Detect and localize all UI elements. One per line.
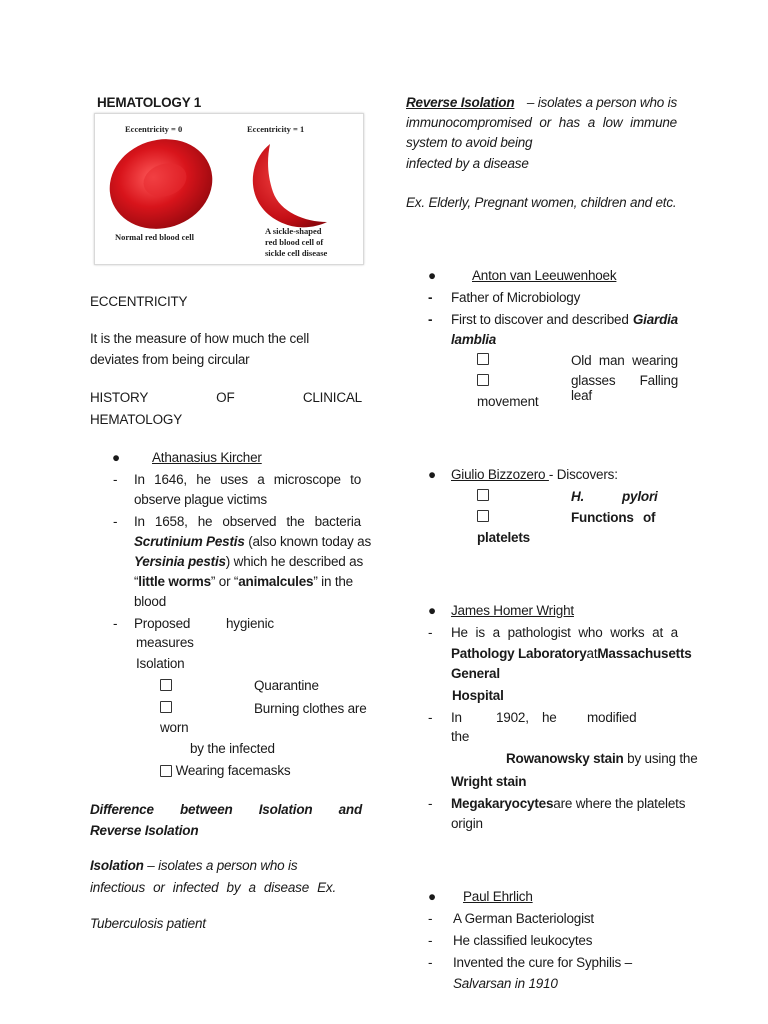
kircher-bullet: ● <box>112 450 121 465</box>
ehrlich-item2: He classified leukocytes <box>453 933 593 948</box>
figure-caption-normal: Normal red blood cell <box>115 232 194 242</box>
dash-5: - <box>428 312 433 327</box>
massachusetts: Massachusetts <box>597 646 692 661</box>
bizzozero-rest: - Discovers: <box>548 467 618 482</box>
checkbox-icon <box>477 508 489 523</box>
ehrlich-item3-line2: Salvarsan in 1910 <box>453 976 558 991</box>
kircher-sub2-line3: by the infected <box>190 741 275 756</box>
dash-2: - <box>113 514 118 529</box>
reverse-isolation-line3: system to avoid being <box>406 135 533 150</box>
isolation-definition-line2: infectious or infected by a disease Ex. <box>90 880 336 895</box>
wright-item1-line1: He is a pathologist who works at a <box>451 625 678 640</box>
history-heading-line2: HEMATOLOGY <box>90 412 183 427</box>
lamblia: lamblia <box>451 332 497 347</box>
kircher-item2-line1: In 1658, he observed the bacteria <box>134 514 361 529</box>
ehrlich-name: Paul Ehrlich <box>463 889 533 904</box>
kircher-item2-line5: blood <box>134 594 167 609</box>
reverse-isolation-line2: immunocompromised or has a low immune <box>406 115 677 130</box>
kircher-sub2-line2: worn <box>160 720 189 735</box>
figure-caption-sickle-2: red blood cell of <box>265 237 324 247</box>
wright-item3-line1 <box>451 796 686 811</box>
reverse-isolation-term: Reverse Isolation <box>406 95 515 110</box>
kircher-sub3 <box>160 763 290 778</box>
dash-4: - <box>428 290 433 305</box>
leeuwenhoek-sub2: glasses Falling leaf <box>571 373 678 403</box>
leeuwenhoek-name: Anton van Leeuwenhoek <box>472 268 617 283</box>
wright-item2-d: modified <box>587 710 637 725</box>
figure-caption-sickle-3: sickle cell disease <box>265 248 328 258</box>
leeuwenhoek-item2 <box>451 312 678 327</box>
eccentricity-heading: ECCENTRICITY <box>90 294 188 309</box>
wright-item2-b: 1902, <box>496 710 529 725</box>
bizzozero-name: Giulio Bizzozero <box>451 467 549 482</box>
wright-stain: Wright stain <box>451 774 527 789</box>
figure-label-eccentricity-1: Eccentricity = 1 <box>247 124 305 134</box>
dash-7: - <box>428 710 433 725</box>
dash-9: - <box>428 911 433 926</box>
animalcules: animalcules <box>238 574 314 589</box>
scrutinium-pestis: Scrutinium Pestis <box>134 534 245 549</box>
bizzozero-bullet: ● <box>428 467 437 482</box>
leeuwenhoek-item2-text: First to discover and described <box>451 312 629 327</box>
bizzozero-sub1-b: pylori <box>622 489 658 504</box>
figure-caption-sickle-1: A sickle-shaped <box>265 226 322 236</box>
leeuwenhoek-sub1: Old man wearing <box>571 353 678 368</box>
by-using-the: by using the <box>623 751 698 766</box>
kircher-item3-a: Proposed <box>134 616 191 631</box>
wright-hospital: Hospital <box>452 688 504 703</box>
dash-10: - <box>428 933 433 948</box>
reverse-isolation-line4: infected by a disease <box>406 156 529 171</box>
wright-item1-line2 <box>451 646 692 661</box>
checkbox-icon <box>477 487 489 502</box>
document-title: HEMATOLOGY 1 <box>97 95 202 110</box>
wright-item2-a: In <box>451 710 462 725</box>
reverse-isolation-rest: – isolates a person who is <box>526 95 677 110</box>
wright-general: General <box>451 666 500 681</box>
kircher-item1-line1: In 1646, he uses a microscope to <box>134 472 361 487</box>
ehrlich-item1: A German Bacteriologist <box>453 911 594 926</box>
history-heading <box>90 390 362 405</box>
figure-label-eccentricity-0: Eccentricity = 0 <box>125 124 183 134</box>
dash-8: - <box>428 796 433 811</box>
quote-open: “ <box>134 574 139 589</box>
dash-6: - <box>428 625 433 640</box>
wright-item2-c: he <box>542 710 557 725</box>
reverse-isolation-example: Ex. Elderly, Pregnant women, children and etc. <box>406 195 677 210</box>
yersinia-pestis: Yersinia pestis <box>134 554 226 569</box>
checkbox-icon <box>160 677 172 692</box>
bizzozero-sub2-b: of <box>643 510 656 525</box>
normal-rbc-shape <box>98 126 224 242</box>
kircher-item3-line3: Isolation <box>136 656 185 671</box>
difference-heading-line2: Reverse Isolation <box>90 823 199 838</box>
isolation-rest: – isolates a person who is <box>143 858 298 873</box>
wright-bullet: ● <box>428 603 437 618</box>
leeuwenhoek-item1: Father of Microbiology <box>451 290 581 305</box>
sickle-rbc-shape <box>253 144 327 227</box>
isolation-definition-line1 <box>90 858 297 873</box>
little-worms: little worms <box>138 574 211 589</box>
at-text: at <box>586 646 598 661</box>
checkbox-icon <box>160 699 172 714</box>
checkbox-icon <box>477 372 489 387</box>
wright-item2-line3 <box>506 751 698 766</box>
rbc-comparison-figure <box>94 113 364 265</box>
megakaryocytes-rest: are where the platelets <box>553 796 686 811</box>
isolation-definition-line3: Tuberculosis patient <box>90 916 206 931</box>
kircher-item2-line2 <box>134 534 372 549</box>
bizzozero-line <box>451 467 618 482</box>
wright-item2-the: the <box>451 729 470 744</box>
bizzozero-sub1-a: H. <box>571 489 585 504</box>
dash-11: - <box>428 955 433 970</box>
in-the-text: ” in the <box>313 574 353 589</box>
kircher-item2-line2-rest: (also known today as <box>244 534 372 549</box>
leeuwenhoek-bullet: ● <box>428 268 437 283</box>
kircher-sub3-text: Wearing facemasks <box>175 763 291 778</box>
checkbox-icon <box>477 351 489 366</box>
difference-heading-line1: Difference between Isolation and <box>90 802 362 817</box>
checkbox-icon <box>160 765 172 777</box>
giardia: Giardia <box>632 312 678 327</box>
kircher-item2-line3-rest: ) which he described as <box>225 554 364 569</box>
kircher-item1-line2: observe plague victims <box>134 492 267 507</box>
kircher-name: Athanasius Kircher <box>152 450 262 465</box>
wright-item3-line2: origin <box>451 816 483 831</box>
ehrlich-item3: Invented the cure for Syphilis – <box>453 955 632 970</box>
wright-name: James Homer Wright <box>451 603 574 618</box>
eccentricity-definition-2: deviates from being circular <box>90 352 250 367</box>
leeuwenhoek-sub-line3: movement <box>477 394 539 409</box>
reverse-isolation-line1 <box>406 95 677 110</box>
history-heading-line1: HISTORY OF CLINICAL <box>90 390 362 405</box>
ehrlich-bullet: ● <box>428 889 437 904</box>
isolation-term: Isolation <box>90 858 144 873</box>
rowanowsky-stain: Rowanowsky stain <box>506 751 624 766</box>
bizzozero-sub2-line2: platelets <box>477 530 530 545</box>
kircher-sub1: Quarantine <box>254 678 319 693</box>
dash-1: - <box>113 472 118 487</box>
eccentricity-definition-1: It is the measure of how much the cell <box>90 331 310 346</box>
kircher-item2-line4 <box>134 574 361 589</box>
dash-3: - <box>113 616 118 631</box>
kircher-item3-line2: measures <box>136 635 194 650</box>
kircher-item3-b: hygienic <box>226 616 274 631</box>
pathology-laboratory: Pathology Laboratory <box>451 646 587 661</box>
bizzozero-sub2-a: Functions <box>571 510 634 525</box>
megakaryocytes: Megakaryocytes <box>451 796 554 811</box>
or-text: ” or “ <box>210 574 239 589</box>
kircher-item2-line3 <box>134 554 363 569</box>
kircher-sub2: Burning clothes are <box>254 701 367 716</box>
